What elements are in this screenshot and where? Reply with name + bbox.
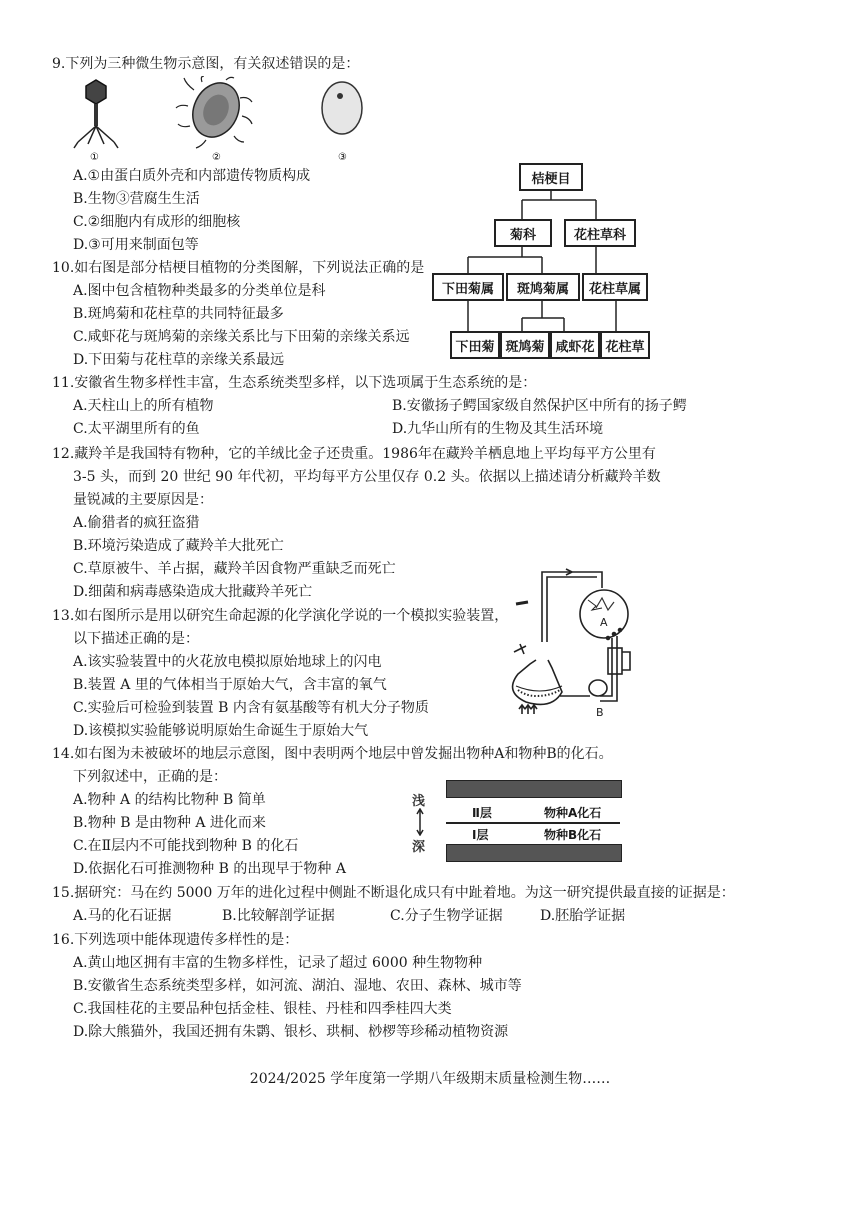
bacterium-icon <box>176 76 252 148</box>
label-2: ② <box>212 152 221 163</box>
q9-option-c[interactable]: C.②细胞内有成形的细胞核 <box>73 214 241 230</box>
q11-option-d[interactable]: D.九华山所有的生物及其生活环境 <box>392 421 604 437</box>
q15-option-d[interactable]: D.胚胎学证据 <box>540 908 626 924</box>
q10-option-c[interactable]: C.咸虾花与斑鸠菊的亲缘关系比与下田菊的亲缘关系远 <box>73 329 410 345</box>
q13-option-b[interactable]: B.装置 A 里的气体相当于原始大气，含丰富的氧气 <box>73 677 387 693</box>
q11-option-b[interactable]: B.安徽扬子鳄国家级自然保护区中所有的扬子鳄 <box>392 398 687 414</box>
q15-option-c[interactable]: C.分子生物学证据 <box>390 908 503 924</box>
q15-stem: 15.据研究：马在约 5000 万年的进化过程中侧趾不断退化成只有中趾着地。为这一研究提供最直接的证据是： <box>52 885 735 901</box>
fossil-a-label: 物种A化石 <box>544 806 602 820</box>
node-family-asteraceae: 菊科 <box>494 219 552 247</box>
q16-option-c[interactable]: C.我国桂花的主要品种包括金桂、银桂、丹桂和四季桂四大类 <box>73 1001 452 1017</box>
q12-option-c[interactable]: C.草原被牛、羊占据，藏羚羊因食物严重缺乏而死亡 <box>73 561 396 577</box>
strata-figure <box>408 776 623 862</box>
node-species-4: 花柱草 <box>600 331 650 359</box>
q10-stem: 10.如右图是部分桔梗目植物的分类图解，下列说法正确的是 <box>52 260 425 276</box>
node-species-2: 斑鸠菊 <box>500 331 550 359</box>
label-3: ③ <box>338 152 347 163</box>
q15-option-b[interactable]: B.比较解剖学证据 <box>222 908 335 924</box>
q9-option-a[interactable]: A.①由蛋白质外壳和内部遗传物质构成 <box>73 168 311 184</box>
strata-top-band <box>446 780 622 798</box>
q14-option-d[interactable]: D.依据化石可推测物种 B 的出现早于物种 A <box>73 861 346 877</box>
deep-label: 深 <box>412 840 426 855</box>
q13-stem-line1: 13.如右图所示是用以研究生命起源的化学演化学说的一个模拟实验装置， <box>52 608 509 624</box>
q16-option-b[interactable]: B.安徽省生态系统类型多样，如河流、湖泊、湿地、农田、森林、城市等 <box>73 978 522 994</box>
q12-option-a[interactable]: A.偷猎者的疯狂盗猎 <box>73 515 200 531</box>
q16-option-a[interactable]: A.黄山地区拥有丰富的生物多样性，记录了超过 6000 种生物物种 <box>73 955 483 971</box>
depth-arrow-icon <box>416 808 424 836</box>
yeast-icon <box>322 82 362 134</box>
label-a: A <box>600 616 608 629</box>
page-footer: 2024/2025 学年度第一学期八年级期末质量检测生物…… <box>249 1071 611 1087</box>
bacteriophage-icon <box>74 80 118 148</box>
layer-1 <box>446 824 620 844</box>
q13-option-c[interactable]: C.实验后可检验到装置 B 内含有氨基酸等有机大分子物质 <box>73 700 429 716</box>
node-genus-vernonia: 斑鸠菊属 <box>506 273 580 301</box>
microbe-figure <box>66 76 366 164</box>
q14-stem-line2: 下列叙述中，正确的是： <box>73 769 227 785</box>
q12-option-d[interactable]: D.细菌和病毒感染造成大批藏羚羊死亡 <box>73 584 313 600</box>
q11-option-c[interactable]: C.太平湖里所有的鱼 <box>73 421 200 437</box>
q10-option-a[interactable]: A.图中包含植物种类最多的分类单位是科 <box>73 283 326 299</box>
label-1: ① <box>90 152 99 163</box>
q14-stem-line1: 14.如右图为未被破坏的地层示意图，图中表明两个地层中曾发掘出物种A和物种B的化石。 <box>52 746 613 762</box>
q13-option-a[interactable]: A.该实验装置中的火花放电模拟原始地球上的闪电 <box>73 654 382 670</box>
shallow-label: 浅 <box>412 794 426 809</box>
node-species-1: 下田菊 <box>450 331 500 359</box>
q12-stem-line1: 12.藏羚羊是我国特有物种，它的羊绒比金子还贵重。1986年在藏羚羊栖息地上平均每平方公里有 <box>52 446 656 462</box>
q10-option-d[interactable]: D.下田菊与花柱草的亲缘关系最远 <box>73 352 285 368</box>
strata-bottom-band <box>446 844 622 862</box>
node-genus-adenostemma: 下田菊属 <box>432 273 504 301</box>
q13-stem-line2: 以下描述正确的是： <box>73 631 199 647</box>
q11-stem: 11.安徽省生物多样性丰富，生态系统类型多样，以下选项属于生态系统的是： <box>52 375 537 391</box>
node-order: 桔梗目 <box>519 163 583 191</box>
layer-2 <box>446 802 620 824</box>
miller-apparatus-figure <box>500 564 635 716</box>
q12-stem-line2: 3-5 头，而到 20 世纪 90 年代初，平均每平方公里仅存 0.2 头。依据以上描述请分析藏羚羊数 <box>73 469 661 485</box>
q16-stem: 16.下列选项中能体现遗传多样性的是： <box>52 932 299 948</box>
q13-option-d[interactable]: D.该模拟实验能够说明原始生命诞生于原始大气 <box>73 723 369 739</box>
q12-option-b[interactable]: B.环境污染造成了藏羚羊大批死亡 <box>73 538 284 554</box>
q16-option-d[interactable]: D.除大熊猫外，我国还拥有朱鹮、银杉、珙桐、桫椤等珍稀动植物资源 <box>73 1024 509 1040</box>
q10-option-b[interactable]: B.斑鸠菊和花柱草的共同特征最多 <box>73 306 284 322</box>
layer-1-label: Ⅰ层 <box>472 828 489 842</box>
q9-option-d[interactable]: D.③可用来制面包等 <box>73 237 199 253</box>
q9-option-b[interactable]: B.生物③营腐生生活 <box>73 191 200 207</box>
q14-option-a[interactable]: A.物种 A 的结构比物种 B 简单 <box>73 792 266 808</box>
layer-2-label: Ⅱ层 <box>472 806 492 820</box>
q9-stem: 9.下列为三种微生物示意图，有关叙述错误的是： <box>52 56 360 72</box>
q14-option-b[interactable]: B.物种 B 是由物种 A 进化而来 <box>73 815 266 831</box>
classification-tree <box>430 160 650 365</box>
q14-option-c[interactable]: C.在Ⅱ层内不可能找到物种 B 的化石 <box>73 838 299 854</box>
q15-option-a[interactable]: A.马的化石证据 <box>73 908 172 924</box>
fossil-b-label: 物种B化石 <box>544 828 602 842</box>
node-genus-stylidium: 花柱草属 <box>582 273 648 301</box>
label-b: B <box>596 706 604 716</box>
node-species-3: 咸虾花 <box>550 331 600 359</box>
q12-stem-line3: 量锐减的主要原因是： <box>73 492 213 508</box>
node-family-stylidiaceae: 花柱草科 <box>564 219 636 247</box>
q11-option-a[interactable]: A.天柱山上的所有植物 <box>73 398 214 414</box>
